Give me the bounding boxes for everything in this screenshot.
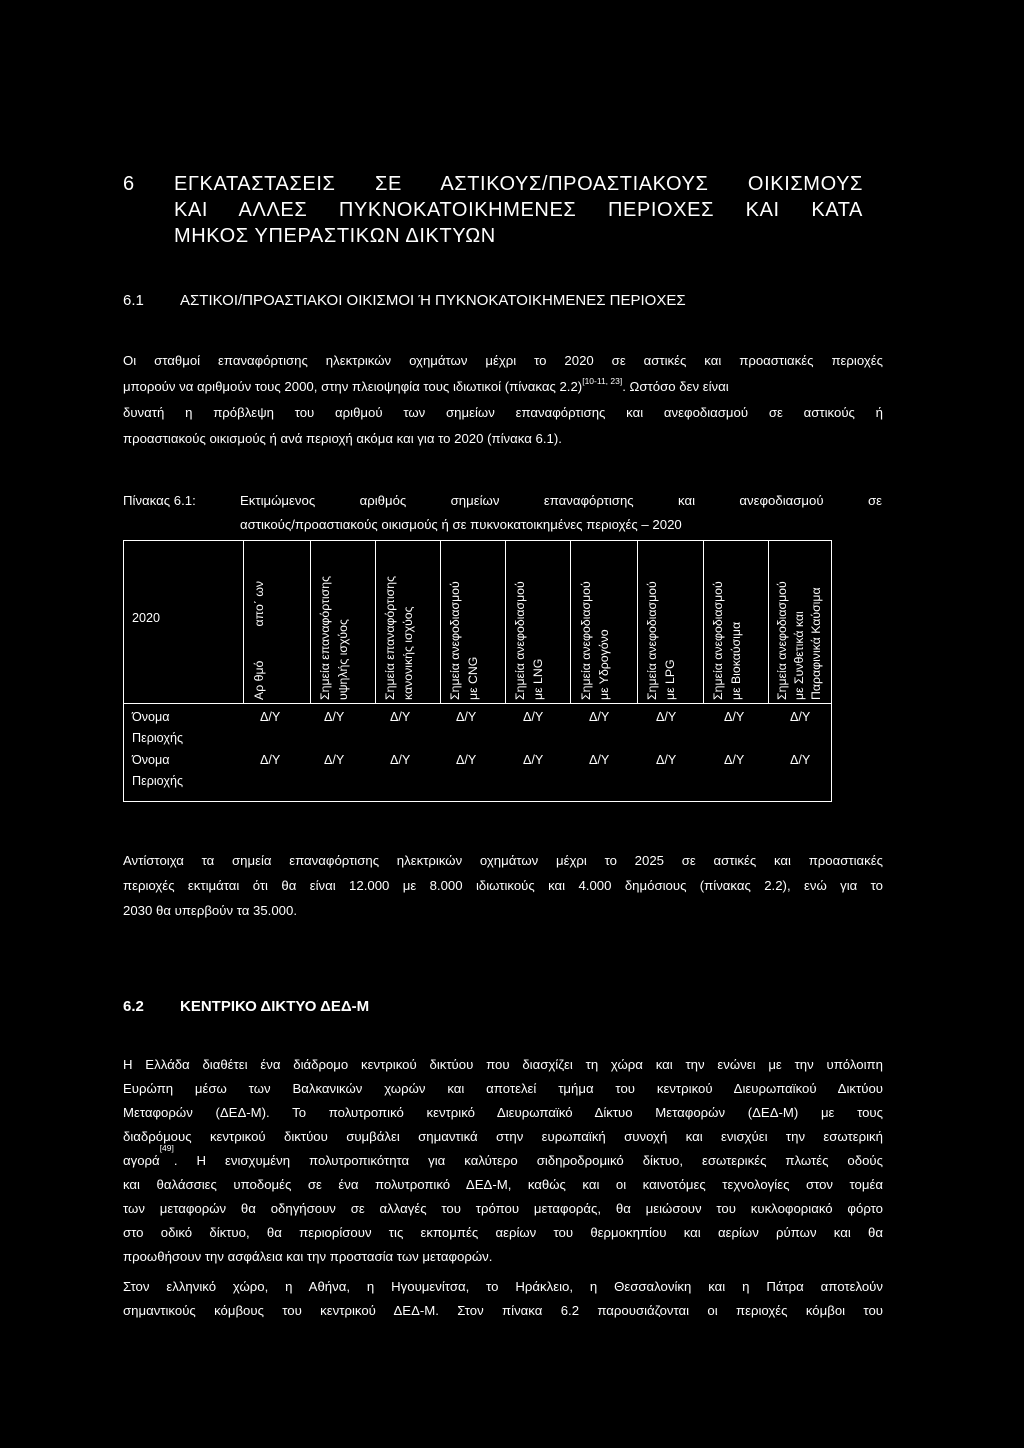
table-cell: Δ/Υ	[790, 710, 811, 724]
section-6-1-number: 6.1	[123, 292, 144, 309]
paragraph-line: προωθήσουν την ασφάλεια και την προστασία των μεταφορών.	[123, 1249, 493, 1264]
table-cell: Δ/Υ	[456, 710, 477, 724]
table-cell: Δ/Υ	[589, 710, 610, 724]
section-6-1-title: ΑΣΤΙΚΟΙ/ΠΡΟΑΣΤΙΑΚΟΙ ΟΙΚΙΣΜΟΙ Ή ΠΥΚΝΟΚΑΤΟΙΚΗΜΕΝΕΣ ΠΕΡΙΟΧΕΣ	[180, 292, 686, 309]
paragraph-line: στο οδικό δίκτυο, θα περιορίσουν τις εκπομπές αερίων του θερμοκηπίου και αερίων ρύπων και θα	[123, 1225, 883, 1240]
table-cell: Δ/Υ	[589, 753, 610, 767]
section-6-2-title: ΚΕΝΤΡΙΚΟ ΔΙΚΤΥΟ ΔΕΔ-Μ	[180, 998, 370, 1015]
section-6-2-paragraph-2	[123, 1276, 883, 1326]
column-divider	[637, 540, 638, 704]
header-total-count: Αρ θμό απο΄ ων	[252, 580, 266, 700]
column-divider	[310, 540, 311, 704]
paragraph-line: Μεταφορών (ΔΕΔ-Μ). Το πολυτροπικό κεντρικό Διευρωπαϊκό Δίκτυο Μεταφορών (ΔΕΔ-Μ) με τους	[123, 1105, 883, 1120]
table-cell: Δ/Υ	[523, 710, 544, 724]
table-cell: Δ/Υ	[390, 710, 411, 724]
column-divider	[703, 540, 704, 704]
paragraph-line: και θαλάσσιες υποδομές σε ένα πολυτροπικό ΔΕΔ-Μ, καθώς και οι καινοτόμες τεχνολογίες στον τομέα	[123, 1177, 883, 1192]
table-6-1-caption-line-1: Εκτιμώμενος αριθμός σημείων επαναφόρτισης και ανεφοδιασμού σε	[240, 493, 882, 508]
header-lpg-refuelling: Σημεία ανεφοδιασμού με LPG	[645, 581, 677, 700]
paragraph-line: Αντίστοιχα τα σημεία επαναφόρτισης ηλεκτρικών οχημάτων μέχρι το 2025 σε αστικές και προαστιακές	[123, 853, 883, 868]
table-6-1-caption-line-2: αστικούς/προαστιακούς οικισμούς ή σε πυκνοκατοικημένες περιοχές – 2020	[240, 517, 682, 532]
header-normal-power-charging: Σημεία επαναφόρτισης κανονικής ισχύος	[383, 575, 415, 700]
table-cell: Δ/Υ	[390, 753, 411, 767]
paragraph-line: Οι σταθμοί επαναφόρτισης ηλεκτρικών οχημάτων μέχρι το 2020 σε αστικές και προαστιακές περιοχές	[123, 353, 883, 368]
paragraph-line: Ευρώπη μέσω των Βαλκανικών χωρών και αποτελεί τμήμα του κεντρικού Διευρωπαϊκού Δικτύου	[123, 1081, 883, 1096]
paragraph-line: δυνατή η πρόβλεψη του αριθμού των σημείων επαναφόρτισης και ανεφοδιασμού σε αστικούς ή	[123, 405, 883, 420]
header-cng-refuelling: Σημεία ανεφοδιασμού με CNG	[448, 581, 480, 700]
table-cell: Δ/Υ	[656, 710, 677, 724]
section-6-1-heading	[123, 291, 144, 311]
table-cell: Δ/Υ	[324, 710, 345, 724]
table-cell: Δ/Υ	[790, 753, 811, 767]
table-row-1-name: Όνομα Περιοχής	[132, 710, 184, 745]
table-cell: Δ/Υ	[724, 710, 745, 724]
paragraph-line: των μεταφορών θα οδηγήσουν σε αλλαγές του τρόπου μεταφοράς, θα μειώσουν του κυκλοφοριακό φόρτο	[123, 1201, 883, 1216]
column-divider	[505, 540, 506, 704]
paragraph-line: αγορά [49] . Η ενισχυμένη πολυτροπικότητα για καλύτερο σιδηροδρομικό δίκτυο, εσωτερικές πλωτές οδούς	[123, 1143, 883, 1168]
table-row-2-name: Όνομα Περιοχής	[132, 753, 184, 788]
section-6-2-paragraph-1	[123, 1054, 883, 1274]
section-6-title-line-1: ΕΓΚΑΤΑΣΤΑΣΕΙΣ ΣΕ ΑΣΤΙΚΟΥΣ/ΠΡΟΑΣΤΙΑΚΟΥΣ ΟΙΚΙΣΜΟΥΣ	[174, 173, 863, 195]
citation-ref: [49]	[159, 1143, 174, 1153]
header-synthetic-paraffinic-refuelling: Σημεία ανεφοδιασμού με Συνθετικά και Παραφινικά Καύσιμα	[775, 581, 823, 700]
paragraph-line: Στον ελληνικό χώρο, η Αθήνα, η Ηγουμενίτσα, το Ηράκλειο, η Θεσσαλονίκη και η Πάτρα αποτελούν	[123, 1279, 883, 1294]
citation-ref: [10-11, 23]	[582, 376, 623, 386]
section-6-1-paragraph	[123, 350, 883, 446]
column-divider	[570, 540, 571, 704]
section-6-number: 6	[123, 173, 135, 195]
section-6-title-line-2: ΚΑΙ ΑΛΛΕΣ ΠΥΚΝΟΚΑΤΟΙΚΗΜΕΝΕΣ ΠΕΡΙΟΧΕΣ ΚΑΙ ΚΑΤΑ	[174, 199, 863, 221]
table-6-1-caption-label: Πίνακας 6.1:	[123, 493, 196, 508]
table-cell: Δ/Υ	[324, 753, 345, 767]
column-divider	[243, 540, 244, 704]
section-6-title-line-3: ΜΗΚΟΣ ΥΠΕΡΑΣΤΙΚΩΝ ΔΙΚΤΥΩΝ	[174, 225, 496, 247]
column-divider	[440, 540, 441, 704]
paragraph-line: διαδρόμους κεντρικού δικτύου συμβάλει σημαντικά στην ευρωπαϊκή συνοχή και ενισχύει την εσωτερική	[123, 1129, 883, 1144]
header-lng-refuelling: Σημεία ανεφοδιασμού με LNG	[513, 581, 545, 700]
header-hydrogen-refuelling: Σημεία ανεφοδιασμού με Υδρογόνο	[579, 581, 611, 700]
header-bottom-line	[123, 703, 831, 704]
paragraph-line: Η Ελλάδα διαθέτει ένα διάδρομο κεντρικού δικτύου που διασχίζει τη χώρα και την ενώνει με την υπόλοιπη	[123, 1057, 883, 1072]
table-year-cell: 2020	[132, 611, 161, 625]
paragraph-line: σημαντικούς κόμβους του κεντρικού ΔΕΔ-Μ. Στον πίνακα 6.2 παρουσιάζονται οι περιοχές κόμβοι του	[123, 1303, 883, 1318]
section-6-heading	[123, 171, 863, 251]
table-cell: Δ/Υ	[260, 753, 281, 767]
table-cell: Δ/Υ	[724, 753, 745, 767]
table-cell: Δ/Υ	[260, 710, 281, 724]
column-divider	[768, 540, 769, 704]
table-cell: Δ/Υ	[656, 753, 677, 767]
table-cell: Δ/Υ	[523, 753, 544, 767]
paragraph-line: 2030 θα υπερβούν τα 35.000.	[123, 903, 298, 918]
section-6-2-number: 6.2	[123, 998, 144, 1015]
table-cell: Δ/Υ	[456, 753, 477, 767]
paragraph-line: μπορούν να αριθμούν τους 2000, στην πλειοψηφία τους ιδιωτικοί (πίνακας 2.2)[10-11, 23]. Ωστόσο δεν είναι	[123, 376, 729, 394]
paragraph-line: προαστιακούς οικισμούς ή ανά περιοχή ακόμα και για το 2020 (πίνακα 6.1).	[123, 431, 562, 446]
after-table-paragraph	[123, 850, 883, 920]
header-high-power-charging: Σημεία επαναφόρτισης υψηλής ισχύος	[318, 575, 350, 700]
header-biofuel-refuelling: Σημεία ανεφοδιασμού με Βιοκαύσιμα	[711, 581, 743, 700]
column-divider	[375, 540, 376, 704]
paragraph-line: περιοχές εκτιμάται ότι θα είναι 12.000 με 8.000 ιδιωτικούς και 4.000 δημόσιους (πίνακας 2.2), ενώ για το	[123, 878, 883, 893]
